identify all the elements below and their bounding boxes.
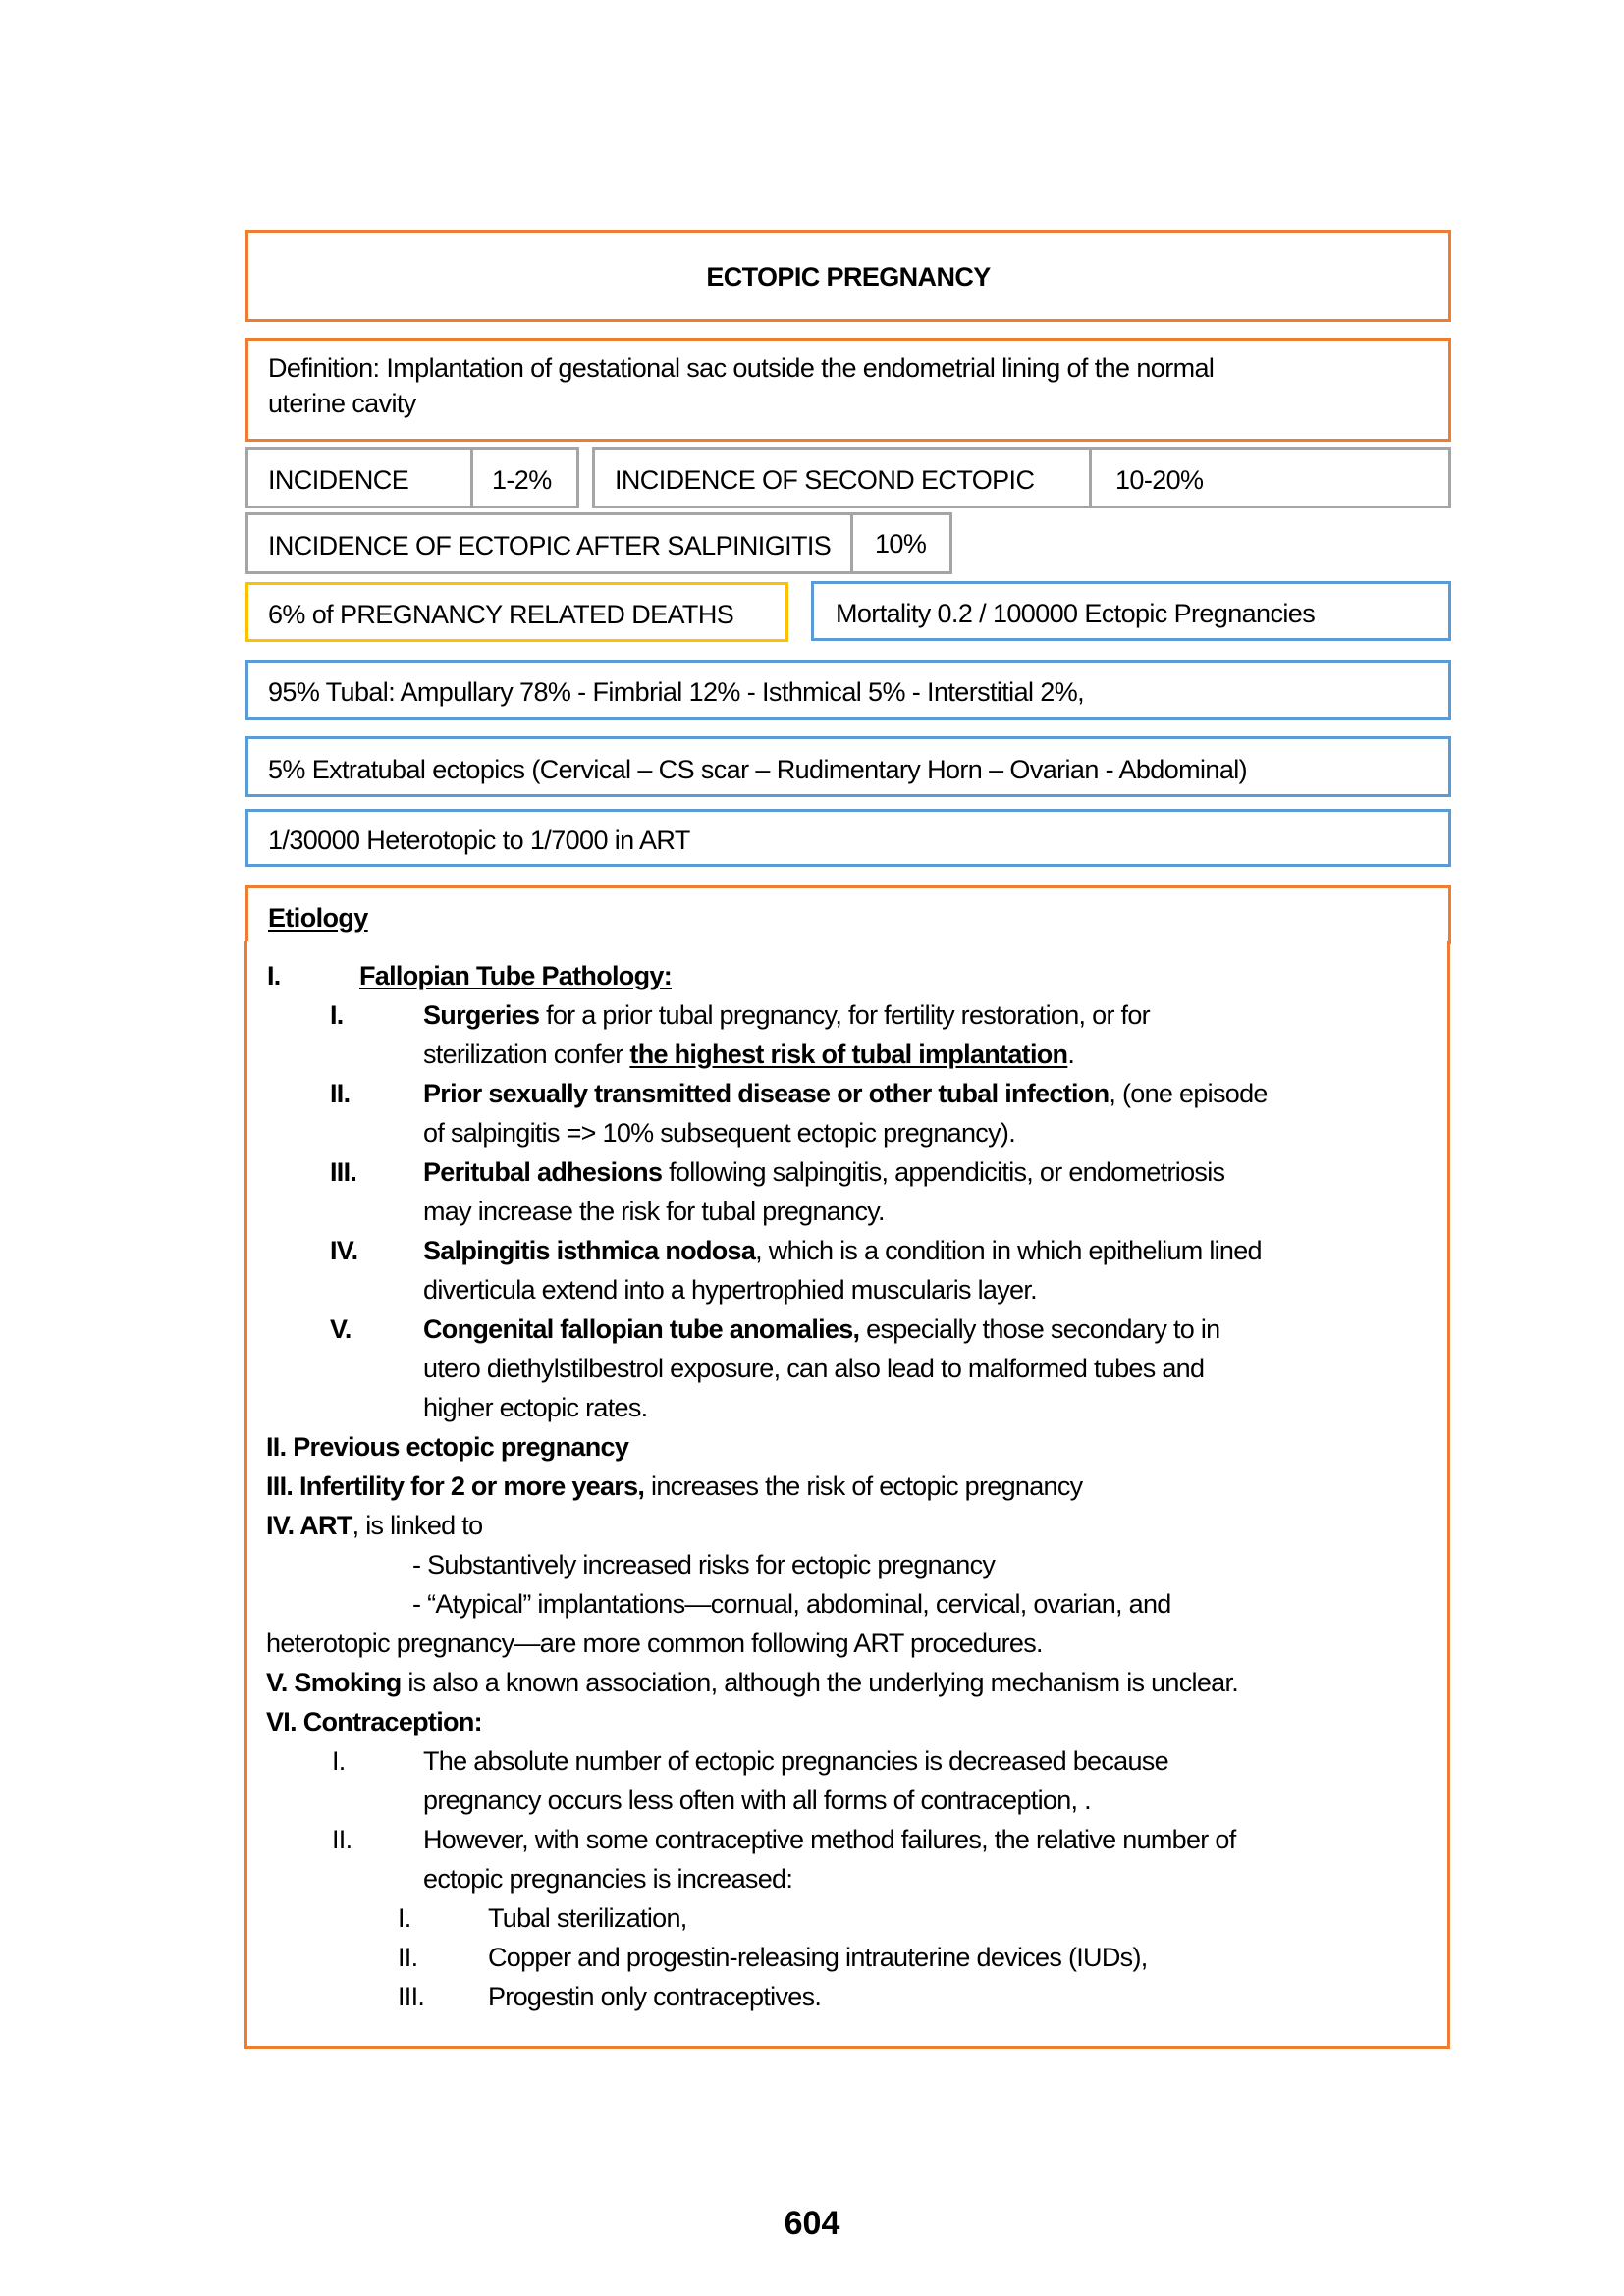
item-bold: Prior sexually transmitted disease or other tubal infection <box>423 1079 1110 1108</box>
list-item <box>423 1002 1150 1029</box>
item-text: , (one episode <box>1109 1079 1268 1108</box>
second-ectopic-box <box>592 447 1451 508</box>
art-dash-item-2: - “Atypical” implantations—cornual, abdominal, cervical, ovarian, and <box>412 1589 1171 1619</box>
section-5-text: is also a known association, although the underlying mechanism is unclear. <box>401 1668 1239 1697</box>
art-dash-item-2-cont: heterotopic pregnancy—are more common following ART procedures. <box>266 1629 1043 1658</box>
item-number: III. <box>330 1157 357 1187</box>
section-5-bold: V. Smoking <box>266 1668 402 1697</box>
item-number: I. <box>332 1746 346 1776</box>
item-emphasis: the highest risk of tubal implantation <box>629 1040 1068 1069</box>
section-3-bold: III. Infertility for 2 or more years, <box>266 1471 645 1501</box>
list-item <box>423 1316 1220 1343</box>
item-number: II. <box>330 1079 351 1108</box>
cell-divider <box>850 515 853 571</box>
page-number: 604 <box>784 2205 840 2242</box>
tubal-text: 95% Tubal: Ampullary 78% - Fimbrial 12% - Isthmical 5% - Interstitial 2%, <box>268 677 1085 707</box>
subitem: Progestin only contraceptives. <box>488 1982 822 2011</box>
section-3 <box>266 1473 1082 1500</box>
item-number: II. <box>332 1825 352 1854</box>
mortality-box <box>811 581 1451 641</box>
item-text: , which is a condition in which epithelium lined <box>755 1236 1262 1265</box>
item-bold: Salpingitis isthmica nodosa <box>423 1236 756 1265</box>
list-item-cont: diverticula extend into a hypertrophied muscularis layer. <box>423 1275 1037 1305</box>
deaths-box <box>245 582 788 642</box>
item-number: V. <box>330 1314 352 1344</box>
deaths-text: 6% of PREGNANCY RELATED DEATHS <box>268 600 734 629</box>
section-4-bold: IV. ART <box>266 1511 352 1540</box>
list-item-cont: higher ectopic rates. <box>423 1393 648 1422</box>
salpingitis-value: 10% <box>875 529 927 559</box>
page-title: ECTOPIC PREGNANCY <box>706 262 991 292</box>
section-4-text: , is linked to <box>352 1511 483 1540</box>
list-item-cont <box>423 1041 1074 1068</box>
heterotopic-text: 1/30000 Heterotopic to 1/7000 in ART <box>268 826 690 855</box>
section-3-text: increases the risk of ectopic pregnancy <box>644 1471 1083 1501</box>
subitem: Copper and progestin-releasing intrauterine devices (IUDs), <box>488 1943 1148 1972</box>
subitem-number: I. <box>398 1903 411 1933</box>
item-text: especially those secondary to in <box>859 1314 1220 1344</box>
section-1-number: I. <box>267 961 281 990</box>
item-text: sterilization confer <box>423 1040 630 1069</box>
section-5 <box>266 1670 1238 1696</box>
incidence-value: 1-2% <box>492 465 552 495</box>
extratubal-text: 5% Extratubal ectopics (Cervical – CS scar – Rudimentary Horn – Ovarian - Abdominal) <box>268 755 1248 784</box>
item-bold: Peritubal adhesions <box>423 1157 663 1187</box>
list-item <box>423 1081 1268 1107</box>
item-text: for a prior tubal pregnancy, for fertility restoration, or for <box>539 1000 1150 1030</box>
section-6: VI. Contraception: <box>266 1707 482 1736</box>
list-item-cont: ectopic pregnancies is increased: <box>423 1864 793 1894</box>
list-item-cont: of salpingitis => 10% subsequent ectopic pregnancy). <box>423 1118 1016 1148</box>
list-item-cont: may increase the risk for tubal pregnancy. <box>423 1197 885 1226</box>
etiology-header-box <box>245 885 1451 944</box>
salpingitis-box <box>245 512 952 574</box>
subitem-number: III. <box>398 1982 425 2011</box>
item-bold: Surgeries <box>423 1000 540 1030</box>
subitem-number: II. <box>398 1943 418 1972</box>
list-item <box>423 1238 1262 1264</box>
etiology-heading: Etiology <box>268 903 368 933</box>
incidence-box <box>245 447 579 508</box>
heterotopic-box <box>245 809 1451 867</box>
art-dash-item-1: - Substantively increased risks for ectopic pregnancy <box>412 1550 996 1579</box>
extratubal-box <box>245 736 1451 797</box>
definition-box <box>245 338 1451 442</box>
item-bold: Congenital fallopian tube anomalies, <box>423 1314 860 1344</box>
subitem: Tubal sterilization, <box>488 1903 687 1933</box>
section-4 <box>266 1513 482 1539</box>
second-ectopic-value: 10-20% <box>1115 465 1204 495</box>
item-text: . <box>1067 1040 1075 1069</box>
list-item: The absolute number of ectopic pregnancies is decreased because <box>423 1746 1168 1776</box>
cell-divider <box>1089 450 1092 506</box>
salpingitis-label: INCIDENCE OF ECTOPIC AFTER SALPINIGITIS <box>268 531 832 561</box>
item-number: I. <box>330 1000 344 1030</box>
section-2: II. Previous ectopic pregnancy <box>266 1432 629 1462</box>
list-item-cont: utero diethylstilbestrol exposure, can also lead to malformed tubes and <box>423 1354 1205 1383</box>
list-item-cont: pregnancy occurs less often with all forms of contraception, . <box>423 1786 1091 1815</box>
definition-line-1: Definition: Implantation of gestational sac outside the endometrial lining of the normal <box>268 353 1215 383</box>
second-ectopic-label: INCIDENCE OF SECOND ECTOPIC <box>615 465 1035 495</box>
title-box <box>245 230 1451 322</box>
list-item <box>423 1159 1224 1186</box>
list-item: However, with some contraceptive method failures, the relative number of <box>423 1825 1236 1854</box>
section-1-title: Fallopian Tube Pathology: <box>359 961 672 990</box>
item-text: following salpingitis, appendicitis, or endometriosis <box>662 1157 1225 1187</box>
mortality-text: Mortality 0.2 / 100000 Ectopic Pregnancies <box>836 599 1316 628</box>
item-number: IV. <box>330 1236 358 1265</box>
tubal-box <box>245 660 1451 720</box>
definition-line-2: uterine cavity <box>268 389 416 418</box>
cell-divider <box>470 450 473 506</box>
incidence-label: INCIDENCE <box>268 465 409 495</box>
